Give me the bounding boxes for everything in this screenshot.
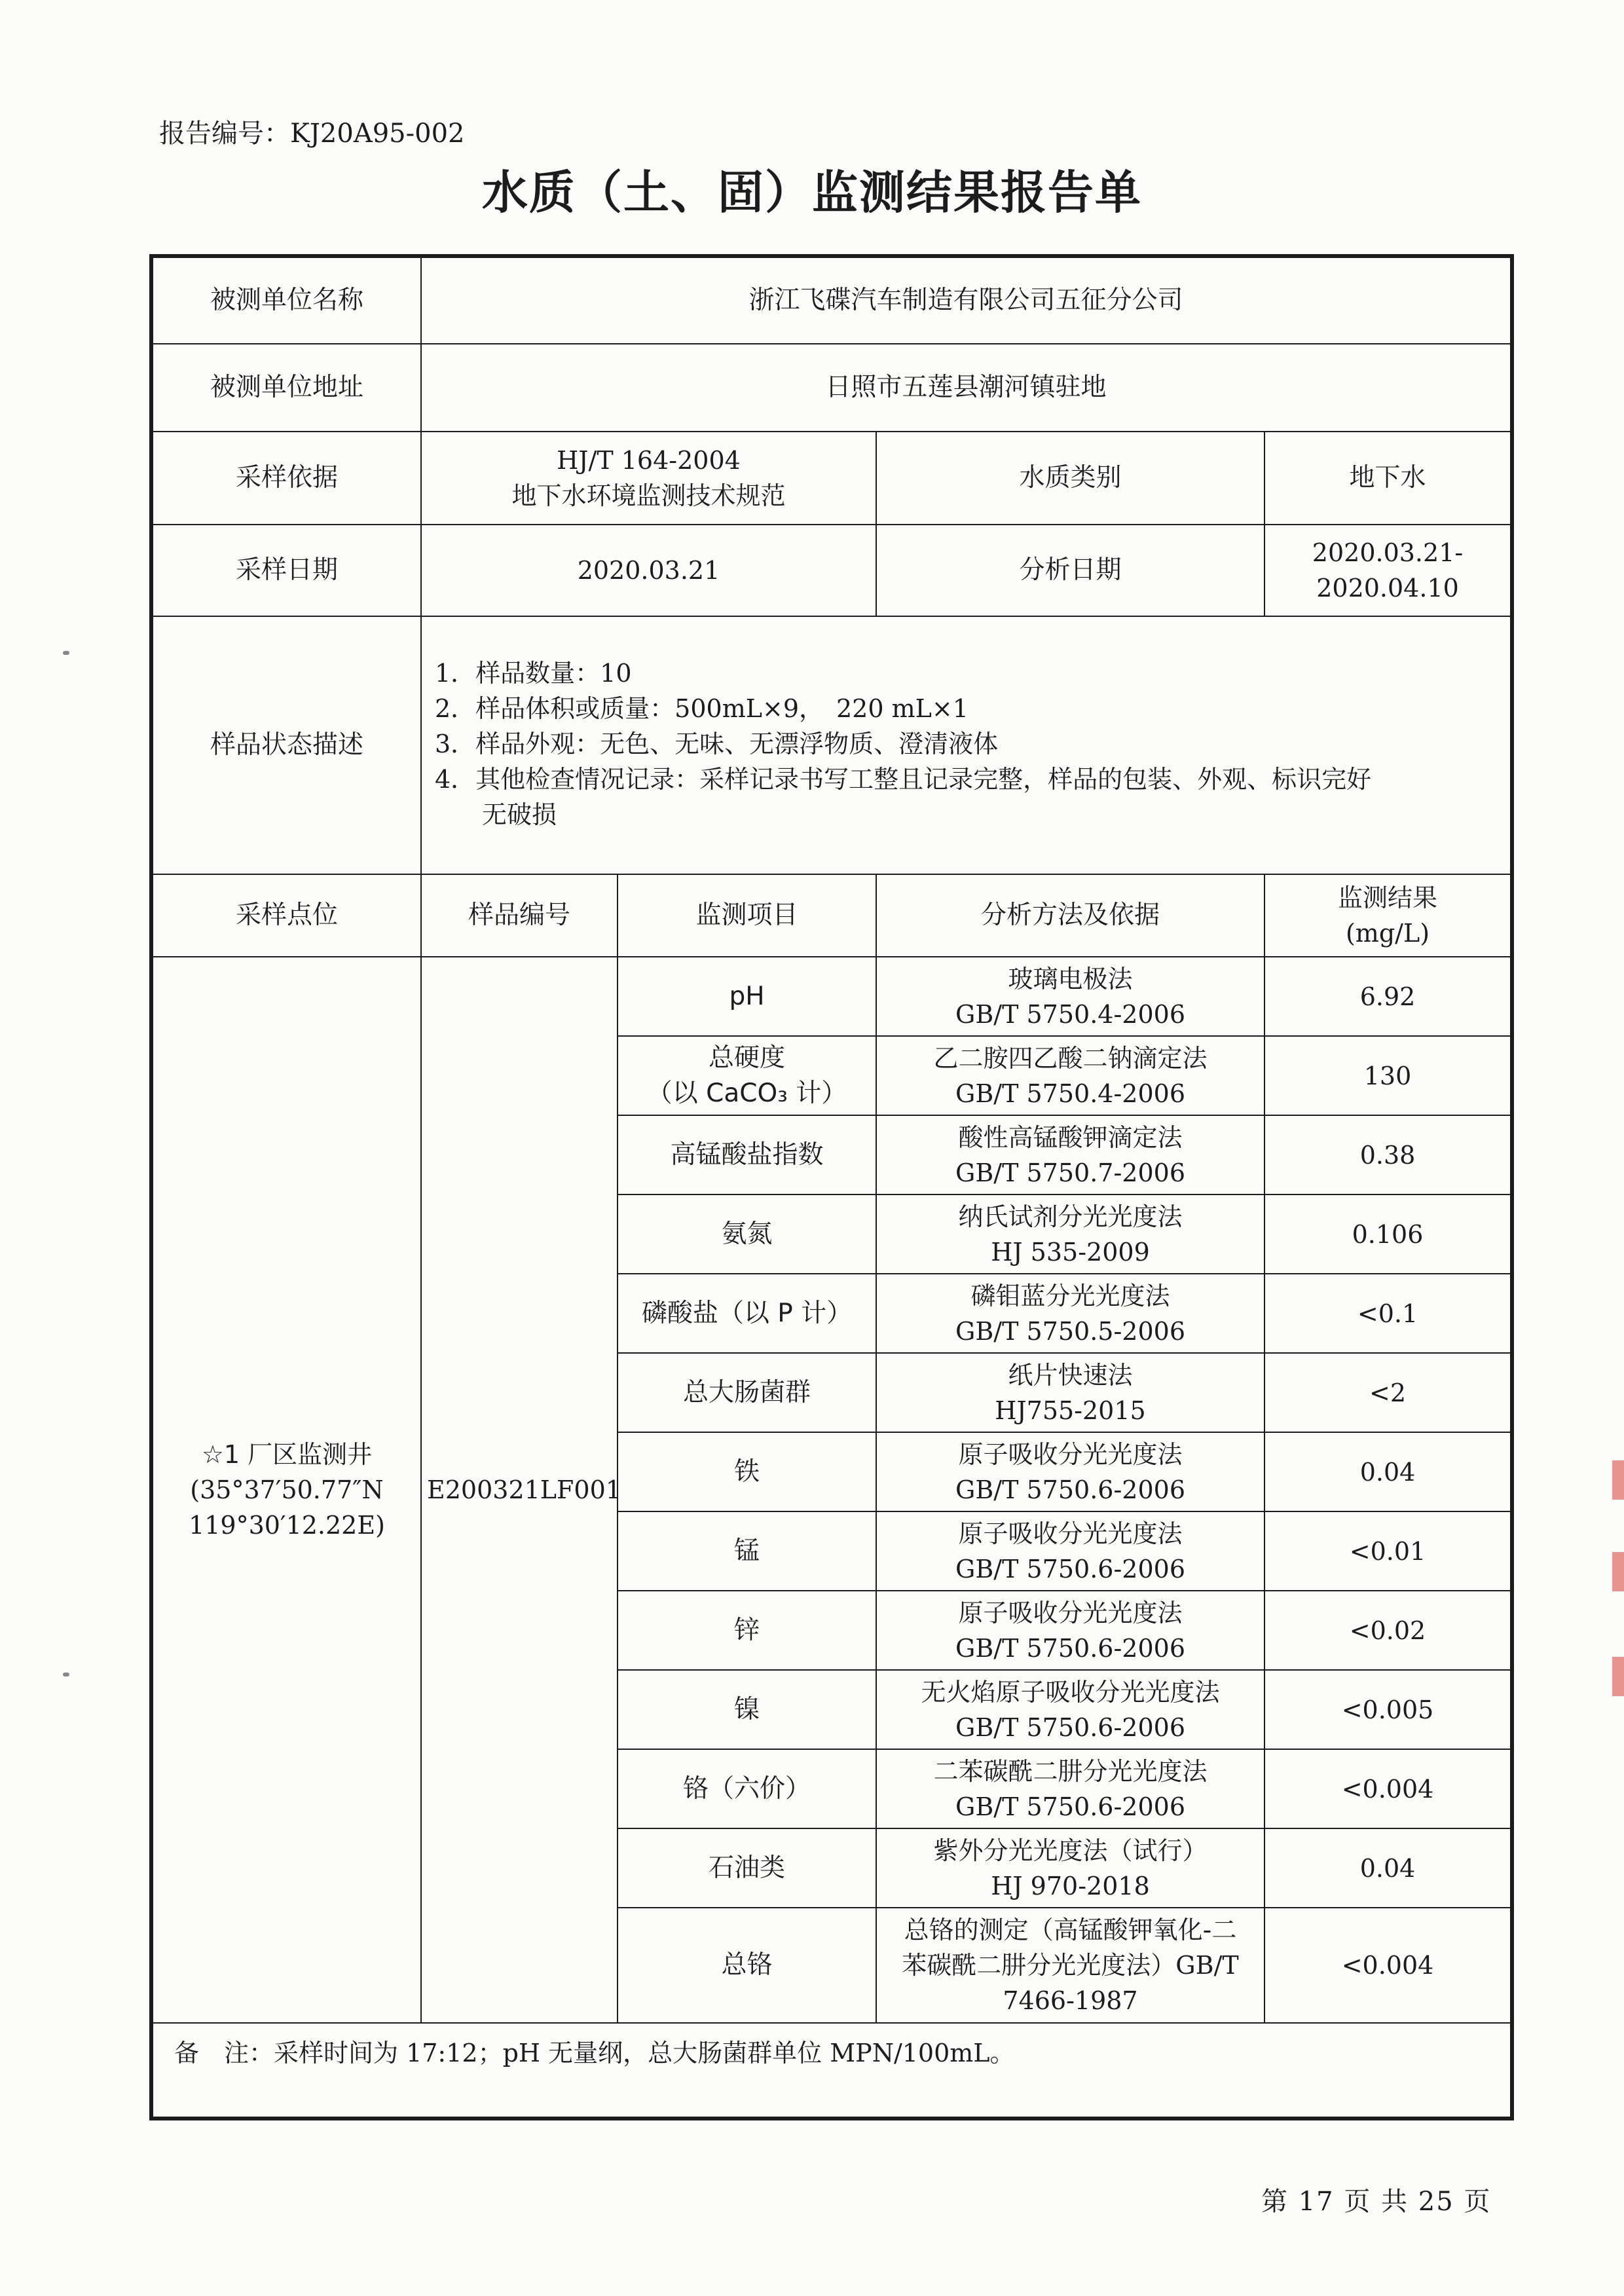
red-stamp-fragment <box>1612 1460 1624 1735</box>
result-cell: 0.04 <box>1264 1828 1512 1908</box>
sample-desc-value <box>421 616 1512 874</box>
method-name: 原子吸收分光光度法 <box>958 1439 1183 1469</box>
item-name: 磷酸盐（以 P 计） <box>641 1298 853 1328</box>
col-header-site: 采样点位 <box>151 874 421 957</box>
method-standard: HJ 535-2009 <box>991 1237 1150 1267</box>
result-cell: <0.004 <box>1264 1749 1512 1828</box>
method-cell <box>876 1274 1264 1353</box>
method-cell <box>876 1432 1264 1511</box>
method-name: 原子吸收分光光度法 <box>958 1519 1183 1548</box>
sampling-basis-code: HJ/T 164-2004 <box>557 446 741 475</box>
method-name: 磷钼蓝分光光度法 <box>970 1281 1170 1310</box>
sample-desc-row <box>151 616 1512 874</box>
item-name: pH <box>729 981 765 1011</box>
method-name: 纳氏试剂分光光度法 <box>958 1202 1183 1231</box>
water-type-label: 水质类别 <box>876 432 1264 525</box>
results-header-row <box>151 874 1512 957</box>
item-name: 铁 <box>733 1456 760 1487</box>
method-name: 总铬的测定（高锰酸钾氧化-二 <box>904 1916 1237 1944</box>
sampling-basis-row <box>151 432 1512 525</box>
item-cell <box>618 1749 876 1828</box>
method-standard: HJ755-2015 <box>995 1396 1146 1425</box>
item-cell <box>618 1670 876 1749</box>
result-cell: <0.005 <box>1264 1670 1512 1749</box>
site-cell <box>151 957 421 2023</box>
sample-desc-line: 1．样品数量：10 <box>435 659 632 688</box>
result-cell: <0.004 <box>1264 1908 1512 2023</box>
method-standard: 苯碳酰二肼分光光度法）GB/T <box>902 1951 1239 1980</box>
method-standard: GB/T 5750.4-2006 <box>955 1079 1186 1108</box>
method-cell <box>876 1036 1264 1115</box>
method-name: 纸片快速法 <box>1008 1360 1133 1390</box>
item-name: 总大肠菌群 <box>682 1377 811 1407</box>
item-basis: （以 CaCO₃ 计） <box>646 1078 847 1108</box>
method-standard: GB/T 5750.4-2006 <box>955 999 1186 1029</box>
method-cell <box>876 957 1264 1036</box>
sampling-date-value: 2020.03.21 <box>421 525 876 616</box>
method-cell <box>876 1670 1264 1749</box>
sampling-date-label: 采样日期 <box>151 525 421 616</box>
result-cell: 6.92 <box>1264 957 1512 1036</box>
item-name: 总铬 <box>721 1950 773 1980</box>
method-cell <box>876 1828 1264 1908</box>
result-row <box>151 957 1512 1036</box>
scan-speck <box>63 1673 69 1676</box>
col-header-result-label: 监测结果 <box>1338 883 1438 912</box>
method-name: 二苯碳酰二肼分光光度法 <box>933 1756 1208 1786</box>
item-cell <box>618 1432 876 1511</box>
method-standard: GB/T 5750.6-2006 <box>955 1713 1186 1742</box>
result-cell: 0.38 <box>1264 1115 1512 1194</box>
col-header-item: 监测项目 <box>618 874 876 957</box>
item-cell <box>618 957 876 1036</box>
item-name: 铬（六价） <box>682 1773 811 1804</box>
col-header-sample-no: 样品编号 <box>421 874 618 957</box>
unit-name-value: 浙江飞碟汽车制造有限公司五征分公司 <box>421 256 1512 344</box>
col-header-method: 分析方法及依据 <box>876 874 1264 957</box>
method-standard: GB/T 5750.6-2006 <box>955 1792 1186 1821</box>
item-cell <box>618 1036 876 1115</box>
item-name: 总硬度 <box>708 1043 785 1073</box>
sample-desc-line: 无破损 <box>482 800 557 829</box>
method-name: 紫外分光光度法（试行） <box>933 1836 1208 1865</box>
item-name: 镍 <box>733 1694 760 1724</box>
item-name: 氨氮 <box>721 1219 773 1249</box>
sample-desc-line: 4．其他检查情况记录：采样记录书写工整且记录完整，样品的包装、外观、标识完好 <box>435 765 1372 794</box>
analysis-date-value: 2020.03.21-2020.04.10 <box>1264 525 1512 616</box>
dates-row <box>151 525 1512 616</box>
item-cell <box>618 1828 876 1908</box>
item-cell <box>618 1194 876 1274</box>
site-name: ☆1 厂区监测井 <box>201 1440 373 1469</box>
item-name: 锰 <box>733 1536 760 1566</box>
report-table-container <box>149 254 1510 2120</box>
method-standard: GB/T 5750.5-2006 <box>955 1316 1186 1346</box>
result-cell: 130 <box>1264 1036 1512 1115</box>
remark: 备 注：采样时间为 17:12；pH 无量纲，总大肠菌群单位 MPN/100mL。 <box>151 2023 1512 2119</box>
method-standard: GB/T 5750.6-2006 <box>955 1633 1186 1663</box>
report-number: 报告编号：KJ20A95-002 <box>159 119 465 149</box>
method-name: 玻璃电极法 <box>1008 964 1133 993</box>
sample-desc-label: 样品状态描述 <box>151 616 421 874</box>
unit-name-row <box>151 256 1512 344</box>
item-cell <box>618 1274 876 1353</box>
item-name: 高锰酸盐指数 <box>670 1139 824 1170</box>
method-cell <box>876 1511 1264 1591</box>
method-name: 原子吸收分光光度法 <box>958 1598 1183 1627</box>
report-table <box>149 254 1514 2120</box>
analysis-date-label: 分析日期 <box>876 525 1264 616</box>
unit-address-value: 日照市五莲县潮河镇驻地 <box>421 344 1512 432</box>
method-cell <box>876 1908 1264 2023</box>
result-cell: <0.02 <box>1264 1591 1512 1670</box>
water-type-value: 地下水 <box>1264 432 1512 525</box>
method-standard-cont: 7466-1987 <box>1003 1986 1138 2015</box>
method-standard: GB/T 5750.6-2006 <box>955 1554 1186 1583</box>
method-cell <box>876 1353 1264 1432</box>
unit-name-label: 被测单位名称 <box>151 256 421 344</box>
item-cell <box>618 1908 876 2023</box>
method-name: 乙二胺四乙酸二钠滴定法 <box>933 1043 1208 1073</box>
page-title: 水质（土、固）监测结果报告单 <box>482 166 1142 219</box>
method-name: 无火焰原子吸收分光光度法 <box>921 1677 1220 1707</box>
col-header-result <box>1264 874 1512 957</box>
item-cell <box>618 1115 876 1194</box>
col-header-result-unit: (mg/L) <box>1345 919 1430 948</box>
site-lat: (35°37′50.77″N <box>190 1475 384 1504</box>
sampling-basis-label: 采样依据 <box>151 432 421 525</box>
method-standard: GB/T 5750.6-2006 <box>955 1475 1186 1504</box>
scan-speck <box>63 651 69 655</box>
sample-desc-line: 2．样品体积或质量：500mL×9， 220 mL×1 <box>435 694 969 723</box>
item-name: 锌 <box>733 1615 760 1645</box>
method-name: 酸性高锰酸钾滴定法 <box>958 1122 1183 1152</box>
site-lon: 119°30′12.22E) <box>189 1511 385 1540</box>
result-cell: <0.1 <box>1264 1274 1512 1353</box>
unit-address-row <box>151 344 1512 432</box>
remark-row <box>151 2023 1512 2119</box>
result-cell: <2 <box>1264 1353 1512 1432</box>
item-name: 石油类 <box>708 1853 785 1883</box>
method-cell <box>876 1591 1264 1670</box>
result-cell: 0.106 <box>1264 1194 1512 1274</box>
method-cell <box>876 1194 1264 1274</box>
method-cell <box>876 1749 1264 1828</box>
result-cell: 0.04 <box>1264 1432 1512 1511</box>
sampling-basis-name: 地下水环境监测技术规范 <box>511 481 786 510</box>
method-cell <box>876 1115 1264 1194</box>
page-number: 第 17 页 共 25 页 <box>1261 2187 1492 2217</box>
sample-no-cell: E200321LF001 <box>421 957 618 2023</box>
sample-desc-line: 3．样品外观：无色、无味、无漂浮物质、澄清液体 <box>435 730 999 758</box>
sampling-basis-value <box>421 432 876 525</box>
method-standard: GB/T 5750.7-2006 <box>955 1158 1186 1187</box>
unit-address-label: 被测单位地址 <box>151 344 421 432</box>
item-cell <box>618 1511 876 1591</box>
item-cell <box>618 1353 876 1432</box>
method-standard: HJ 970-2018 <box>991 1871 1150 1900</box>
result-cell: <0.01 <box>1264 1511 1512 1591</box>
item-cell <box>618 1591 876 1670</box>
